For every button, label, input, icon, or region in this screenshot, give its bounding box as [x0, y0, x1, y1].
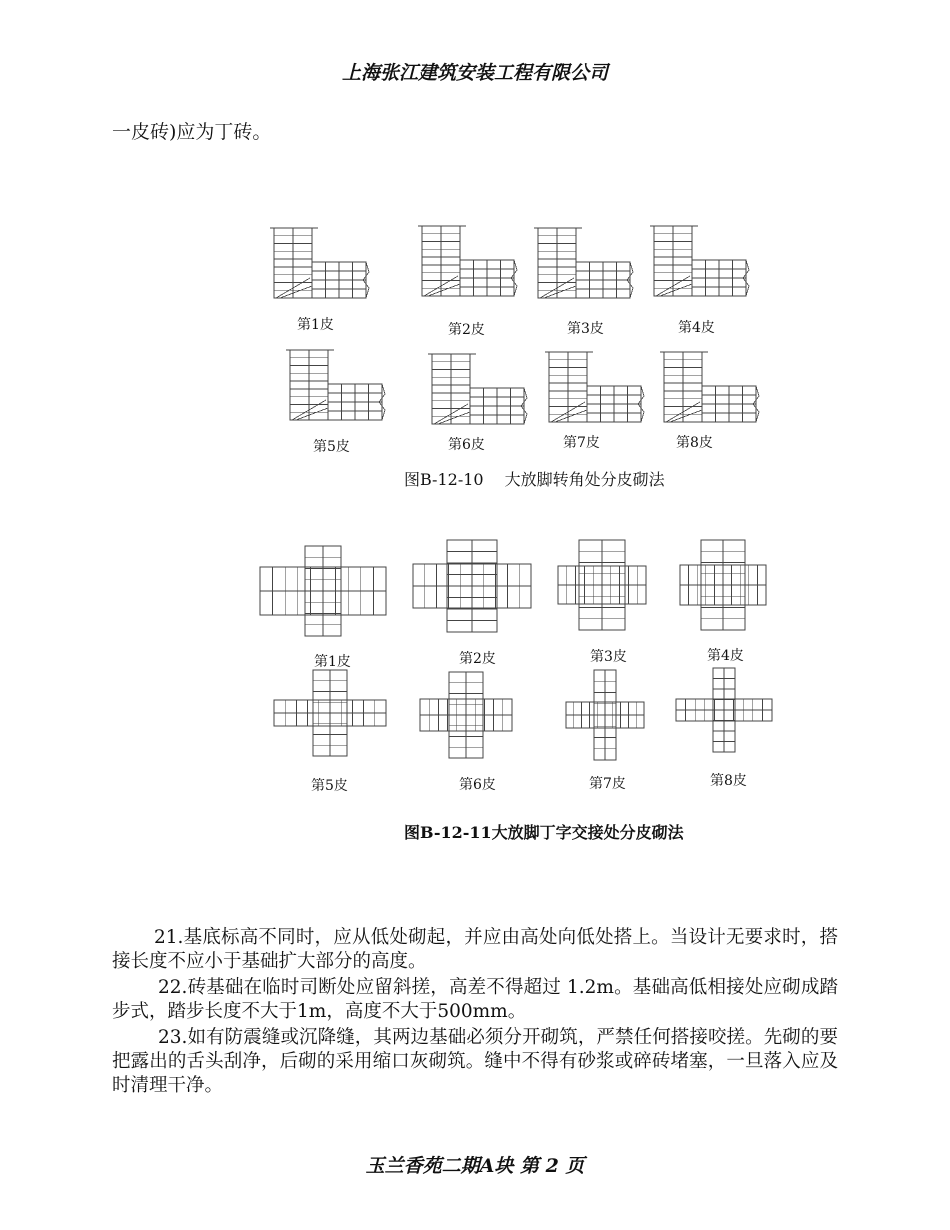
tee-layer-2	[413, 540, 531, 632]
fig1-label-6: 第6皮	[448, 437, 485, 453]
fig1-label-4: 第4皮	[678, 320, 715, 336]
paragraph-21: 21.基底标高不同时，应从低处砌起，并应由高处向低处搭上。当设计无要求时，搭接长度不应小于基础扩大部分的高度。	[112, 927, 838, 972]
tee-layer-4	[680, 540, 766, 630]
fig2-label-4: 第4皮	[707, 648, 744, 664]
paragraph-23: 23.如有防震缝或沉降缝，其两边基础必须分开砌筑，严禁任何搭接咬搓。先砌的要把露出的舌头刮净，后砌的采用缩口灰砌筑。缝中不得有砂浆或碎砖堵塞，一旦落入应及时清理干净。	[112, 1027, 838, 1096]
fig2-label-2: 第2皮	[459, 651, 496, 667]
tee-layer-7	[566, 670, 644, 760]
fig1-label-1: 第1皮	[297, 317, 334, 333]
fig2-label-6: 第6皮	[459, 777, 496, 793]
fig2-label-1: 第1皮	[314, 654, 351, 670]
tee-layer-8	[676, 668, 772, 752]
fig1-label-8: 第8皮	[676, 435, 713, 451]
body-text	[112, 926, 838, 1100]
fig1-label-3: 第3皮	[567, 321, 604, 337]
fig1-label-2: 第2皮	[448, 322, 485, 338]
tee-layer-6	[420, 672, 512, 758]
tee-layer-1	[260, 546, 386, 636]
page-footer: 玉兰香苑二期A块 第 2 页	[365, 1155, 585, 1177]
fig1-label-5: 第5皮	[313, 439, 350, 455]
fig2-label-7: 第7皮	[589, 776, 626, 792]
figure2-caption: 图B-12-11大放脚丁字交接处分皮砌法	[404, 823, 684, 842]
intro-text: 一皮砖)应为丁砖。	[112, 121, 272, 143]
fig2-label-3: 第3皮	[590, 649, 627, 665]
paragraph-22: 22.砖基础在临时司断处应留斜搓，高差不得超过 1.2m。基础高低相接处应砌成踏步式，踏步长度不大于1m，高度不大于500mm。	[112, 977, 838, 1022]
tee-layer-3	[558, 540, 646, 630]
page-header: 上海张江建筑安装工程有限公司	[341, 62, 608, 84]
fig2-label-5: 第5皮	[311, 778, 348, 794]
figure1-caption: 图B-12-10 大放脚转角处分皮砌法	[404, 470, 665, 489]
fig2-label-8: 第8皮	[710, 773, 747, 789]
tee-layer-5	[274, 670, 386, 756]
fig1-label-7: 第7皮	[563, 435, 600, 451]
